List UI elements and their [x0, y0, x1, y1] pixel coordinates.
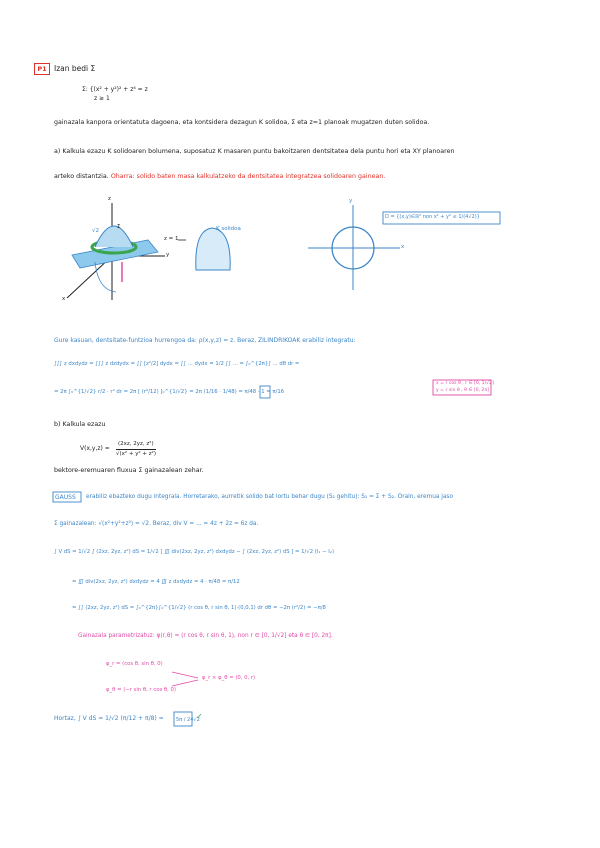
gauss-text-2: Σ gainazalean: √(x²+y²+z²) = √2. Beraz, div V = ... = 4z + 2z = 6z da.: [54, 521, 259, 527]
part-a-line2-prefix: arteko distantzia.: [54, 173, 109, 180]
label-x: x: [62, 296, 66, 302]
field-lhs: V(x,y,z) =: [80, 445, 110, 452]
figure-3d: [67, 203, 165, 300]
label-sqrt2: √2: [92, 228, 100, 234]
lower-curve: [95, 262, 116, 292]
final-prefix: Hortaz, ∫ V dS = 1/√2 (π/12 + π/8) =: [54, 715, 164, 722]
solution-line: Gure kasuan, dentsitate-funtzioa hurrengoa da: ρ(x,y,z) = z. Beraz, ZILINDRIKOAK erabiliz integratu:: [54, 337, 356, 344]
domain-box-text: D = {(x,y)∈ℝ² non x² + y² ≤ 1/(4√2)}: [385, 214, 480, 220]
flux-line-1: ∫ V dS = 1/√2 ∫ (2xz, 2yz, z²) dS = 1/√2 [ ∭ div(2xz, 2yz, z²) dxdydz − ∫ (2xz, 2yz, z²) dS ] = 1/√2 (I₁ − I₂): [54, 549, 335, 555]
part-a-line1: a) Kalkula ezazu K solidoaren bolumena, suposatuz K masaren puntu bakoitzaren dentsitatea dela puntu hori eta XY planoaren: [54, 148, 455, 155]
final-result: 5π / 24√2: [176, 717, 200, 723]
part-b-label: b) Kalkula ezazu: [54, 421, 106, 428]
arrow-1: [172, 672, 198, 678]
polar-box-2: y = r sin θ , θ ∈ [0, 2π]: [436, 388, 489, 393]
field-caption: bektore-eremuaren fluxua Σ gainazalean zehar.: [54, 467, 204, 474]
label-sigma: Σ: [117, 224, 121, 230]
param-theta: φ_θ = (−r sin θ, r cos θ, 0): [106, 687, 176, 693]
surface-cap: [95, 226, 133, 247]
problem-statement: gainazala kanpora orientatuta dagoena, eta kontsidera dezagun K solidoa, Σ eta z=1 planoak mugatzen duten solidoa.: [54, 119, 430, 126]
gauss-label: GAUSS: [55, 494, 76, 501]
part-a-note: Oharra: solido baten masa kalkulatzeko da dentsitatea integratzea solidoaren gainean.: [110, 173, 386, 180]
calc-line-1: ∫∫∫ z dxdydz = ∫∫∫ z dzdydx = ∫∫ [z²/2] dydx = ∫∫ ... dydx = 1/2 ∫∫ ... = ∫₀^{2π}∫ ... dθ dr =: [54, 361, 300, 367]
param-r: φ_r = (cos θ, sin θ, 0): [106, 661, 163, 667]
label-disk-x: x: [401, 244, 405, 250]
surface-def-top: Σ: {(x² + y²)² + z⁴ = z: [82, 86, 148, 93]
field-num: (2xz, 2yz, z²): [118, 441, 154, 447]
label-k-solid: K solidoa: [216, 226, 241, 232]
label-z: z: [108, 196, 111, 202]
polar-box-1: x = r cos θ , r ∈ [0, 1/√2]: [436, 381, 494, 386]
label-disk-top: y: [349, 198, 353, 204]
field-den: √(x² + y² + z²): [116, 451, 157, 457]
label-y: y: [166, 252, 170, 258]
calc-line-2: = 2π ∫₀^{1/√2} r/2 · r⁴ dr = 2π [ (r⁶/12) ]₀^{1/√2} = 2π (1/16 · 1/48) = π/48 · 1 = π/16: [54, 389, 285, 395]
gauss-text: erabiliz ebazteko dugu integrala. Horretarako, aurretik solido bat lortu behar dugu (S₂ gehitu): S₁ = Σ + S₂. Orain, eremua jaso: [86, 494, 453, 500]
problem-tag: P1: [34, 63, 50, 75]
flux-line-2: = ∭ div(2xz, 2yz, z²) dxdydz = 4 ∭ z dxdydz = 4 · π/48 = π/12: [72, 579, 240, 585]
param-cross: φ_r × φ_θ = (0, 0, r): [202, 675, 256, 681]
check-mark: ✓: [196, 712, 203, 721]
surface-def-bottom: z ≥ 1: [94, 95, 110, 102]
problem-intro: Izan bedi Σ: [54, 64, 96, 73]
label-z1: z = 1: [164, 236, 179, 242]
k-solid-shape: [196, 228, 230, 270]
flux-line-3: = ∫∫ (2xz, 2yz, z²) dS = ∫₀^{2π}∫₀^{1/√2} (r cos θ, r sin θ, 1)·(0,0,1) dr dθ = −2π (r²/2) = −π/8: [72, 605, 326, 611]
param-line: Gainazala parametrizatuz: φ(r,θ) = (r cos θ, r sin θ, 1), non r ∈ [0, 1/√2] eta θ ∈ [0, 2π].: [78, 633, 333, 639]
